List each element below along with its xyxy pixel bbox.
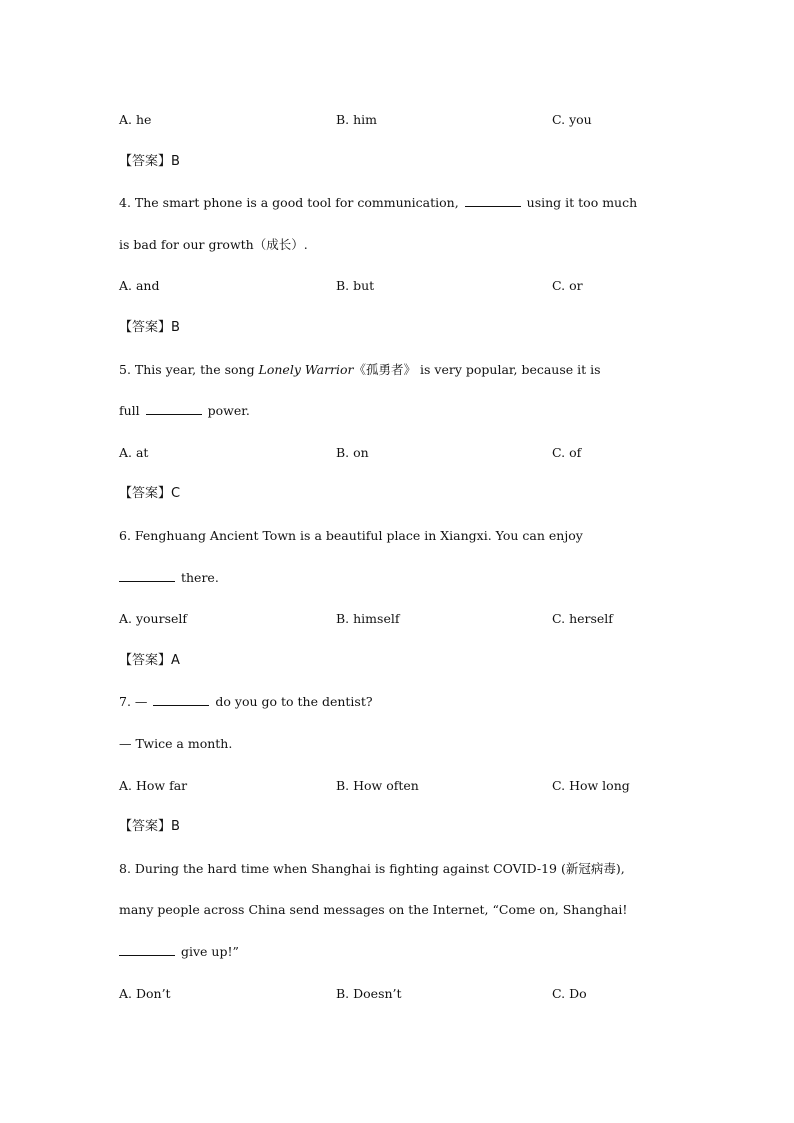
q5-text-full: full xyxy=(119,403,140,418)
q4-text-pre: 4. The smart phone is a good tool for communication, xyxy=(119,195,459,210)
q5-line-1 xyxy=(119,360,601,378)
q5-song-title: Lonely Warrior xyxy=(258,362,354,377)
q6-text-post: there. xyxy=(180,570,219,585)
q8-options xyxy=(119,986,719,1004)
q3-option-b: B. him xyxy=(336,112,378,127)
q5-text-post: 《孤勇者》 is very popular, because it is xyxy=(353,362,601,377)
q5-blank xyxy=(146,413,202,415)
q4-line-1 xyxy=(119,195,637,210)
q8-line-2: many people across China send messages on the Internet, “Come on, Shanghai! xyxy=(119,902,628,917)
q3-options xyxy=(119,112,719,130)
q5-options xyxy=(119,445,719,463)
q6-option-c: C. herself xyxy=(552,611,613,626)
q6-options xyxy=(119,611,719,629)
q6-blank xyxy=(119,580,175,582)
q7-text-pre: 7. — xyxy=(119,694,148,709)
q4-options xyxy=(119,278,719,296)
q3-option-c: C. you xyxy=(552,112,592,127)
q5-option-a: A. at xyxy=(119,445,149,460)
q8-text-post: give up!” xyxy=(180,944,239,959)
q7-text-post: do you go to the dentist? xyxy=(215,694,373,709)
q3-answer: 【答案】B xyxy=(119,154,180,169)
q3-option-a: A. he xyxy=(119,112,152,127)
q7-option-b: B. How often xyxy=(336,778,419,793)
q7-blank xyxy=(153,704,209,706)
q6-option-b: B. himself xyxy=(336,611,400,626)
q5-text-pre: 5. This year, the song xyxy=(119,362,259,377)
q8-option-a: A. Don’t xyxy=(119,986,171,1001)
q6-line-2 xyxy=(119,570,219,585)
q5-text-power: power. xyxy=(207,403,250,418)
q5-line-2 xyxy=(119,403,250,418)
q8-line-3 xyxy=(119,944,239,959)
q5-option-c: C. of xyxy=(552,445,582,460)
q4-option-b: B. but xyxy=(336,278,375,293)
q7-line-1 xyxy=(119,694,373,709)
q8-option-c: C. Do xyxy=(552,986,587,1001)
q7-option-a: A. How far xyxy=(119,778,188,793)
q7-answer: 【答案】B xyxy=(119,819,180,834)
q7-options xyxy=(119,778,719,796)
q4-blank xyxy=(465,205,521,207)
q4-option-a: A. and xyxy=(119,278,160,293)
q8-line-1: 8. During the hard time when Shanghai is fighting against COVID-19 (新冠病毒), xyxy=(119,861,625,876)
q4-line-2: is bad for our growth（成长）. xyxy=(119,237,308,252)
q7-line-2: — Twice a month. xyxy=(119,736,233,751)
q5-option-b: B. on xyxy=(336,445,369,460)
q6-answer: 【答案】A xyxy=(119,653,180,668)
q7-option-c: C. How long xyxy=(552,778,630,793)
q8-option-b: B. Doesn’t xyxy=(336,986,402,1001)
q6-option-a: A. yourself xyxy=(119,611,188,626)
q6-line-1: 6. Fenghuang Ancient Town is a beautiful place in Xiangxi. You can enjoy xyxy=(119,528,583,543)
q4-text-post: using it too much xyxy=(526,195,638,210)
q4-option-c: C. or xyxy=(552,278,583,293)
q4-answer: 【答案】B xyxy=(119,320,180,335)
q5-answer: 【答案】C xyxy=(119,486,181,501)
q8-blank xyxy=(119,954,175,956)
